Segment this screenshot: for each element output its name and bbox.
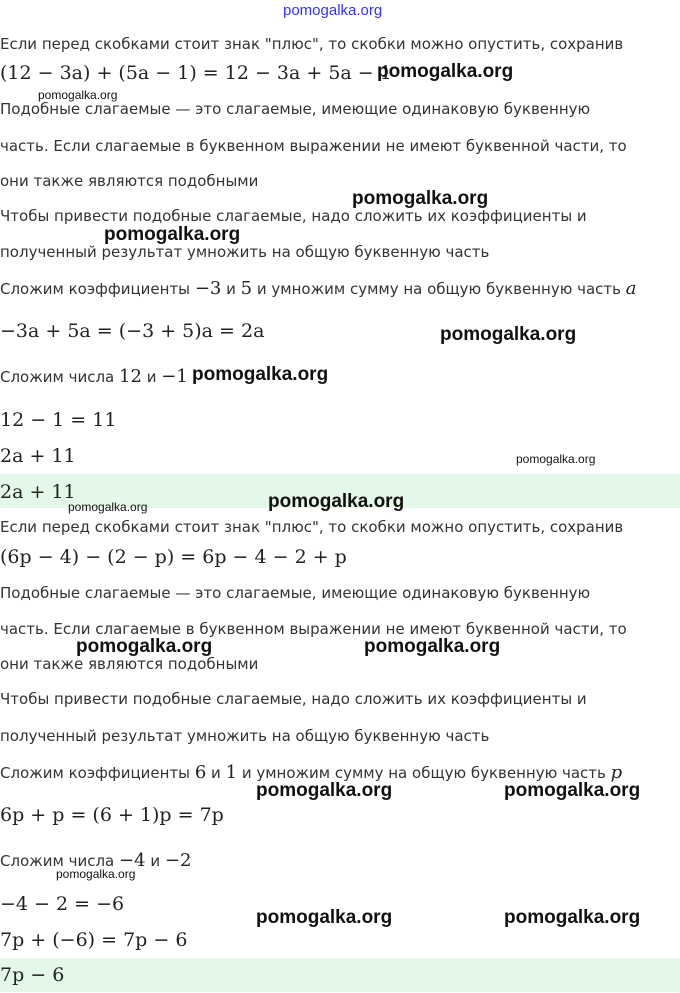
s2-coef-b: 1	[225, 762, 238, 783]
s1-eq-nums: 12 − 1 = 11	[0, 409, 117, 431]
s2-coef-a: 6	[194, 762, 207, 783]
s1-nums-and: и	[146, 368, 157, 386]
s1-coef-and: и	[226, 280, 236, 298]
s1-coef-post: и умножим сумму на общую буквенную часть	[256, 280, 621, 298]
s1-combine-2: полученный результат умножить на общую буквенную часть	[0, 243, 490, 261]
s1-coef-b: 5	[240, 278, 253, 299]
s1-coef-var: a	[625, 278, 637, 299]
s1-answer: 2a + 11	[0, 481, 76, 503]
s2-coef-post: и умножим сумму на общую буквенную часть	[241, 764, 606, 782]
s2-answer: 7p − 6	[0, 964, 65, 986]
watermark: pomogalka.org	[192, 364, 329, 385]
s2-like-def-2: часть. Если слагаемые в буквенном выражении не имеют буквенной части, то	[0, 620, 627, 638]
s2-nums-a: −4	[119, 850, 146, 871]
s1-like-def-3: они также являются подобными	[0, 172, 259, 190]
s2-eq-result: 7p + (−6) = 7p − 6	[0, 929, 188, 951]
s2-coef-pre: Сложим коэффициенты	[0, 764, 191, 782]
s1-nums-b: −1	[161, 366, 188, 387]
s2-combine-1: Чтобы привести подобные слагаемые, надо сложить их коэффициенты и	[0, 690, 587, 708]
watermark: pomogalka.org	[256, 907, 393, 928]
site-header: pomogalka.org	[283, 2, 383, 19]
s1-eq-coef: −3a + 5a = (−3 + 5)a = 2a	[0, 320, 265, 342]
s1-coef-pre: Сложим коэффициенты	[0, 280, 191, 298]
watermark: pomogalka.org	[440, 324, 577, 345]
s2-nums-b: −2	[164, 850, 192, 871]
s1-nums-a: 12	[119, 366, 142, 387]
s1-like-def-2: часть. Если слагаемые в буквенном выражении не имеют буквенной части, то	[0, 137, 627, 155]
s1-eq-open: (12 − 3a) + (5a − 1) = 12 − 3a + 5a − 1	[0, 62, 392, 84]
watermark: pomogalka.org	[256, 780, 393, 801]
s2-like-def-1: Подобные слагаемые — это слагаемые, имеющие одинаковую буквенную	[0, 584, 591, 602]
watermark: pomogalka.org	[377, 61, 514, 82]
watermark: pomogalka.org	[38, 88, 118, 102]
s2-rule-open: Если перед скобками стоит знак "плюс", то скобки можно опустить, сохранив	[0, 518, 624, 536]
s1-nums-pre: Сложим числа	[0, 368, 115, 386]
s1-eq-result: 2a + 11	[0, 445, 76, 467]
s1-rule-open: Если перед скобками стоит знак "плюс", то скобки можно опустить, сохранив	[0, 35, 624, 53]
s2-eq-coef: 6p + p = (6 + 1)p = 7p	[0, 804, 224, 826]
s2-combine-2: полученный результат умножить на общую буквенную часть	[0, 727, 490, 745]
s2-nums-pre: Сложим числа	[0, 852, 115, 870]
s2-like-def-3: они также являются подобными	[0, 655, 259, 673]
watermark: pomogalka.org	[76, 636, 213, 657]
watermark: pomogalka.org	[268, 491, 405, 512]
watermark: pomogalka.org	[504, 907, 641, 928]
s1-coef-a: −3	[194, 278, 222, 299]
watermark: pomogalka.org	[364, 636, 501, 657]
watermark: pomogalka.org	[504, 780, 641, 801]
watermark: pomogalka.org	[516, 452, 596, 466]
s2-coef-and: и	[211, 764, 221, 782]
s1-nums-line	[0, 366, 188, 387]
s2-eq-open: (6p − 4) − (2 − p) = 6p − 4 − 2 + p	[0, 546, 347, 568]
watermark: pomogalka.org	[68, 500, 148, 514]
watermark: pomogalka.org	[352, 188, 489, 209]
s2-eq-nums: −4 − 2 = −6	[0, 893, 125, 915]
s1-coef-line	[0, 278, 636, 299]
s2-nums-and: и	[150, 852, 161, 870]
s1-combine-1: Чтобы привести подобные слагаемые, надо сложить их коэффициенты и	[0, 207, 587, 225]
s2-coef-var: p	[610, 762, 623, 783]
s2-answer-highlight	[0, 958, 680, 992]
watermark: pomogalka.org	[56, 867, 136, 881]
watermark: pomogalka.org	[104, 224, 241, 245]
s1-like-def-1: Подобные слагаемые — это слагаемые, имеющие одинаковую буквенную	[0, 100, 591, 118]
